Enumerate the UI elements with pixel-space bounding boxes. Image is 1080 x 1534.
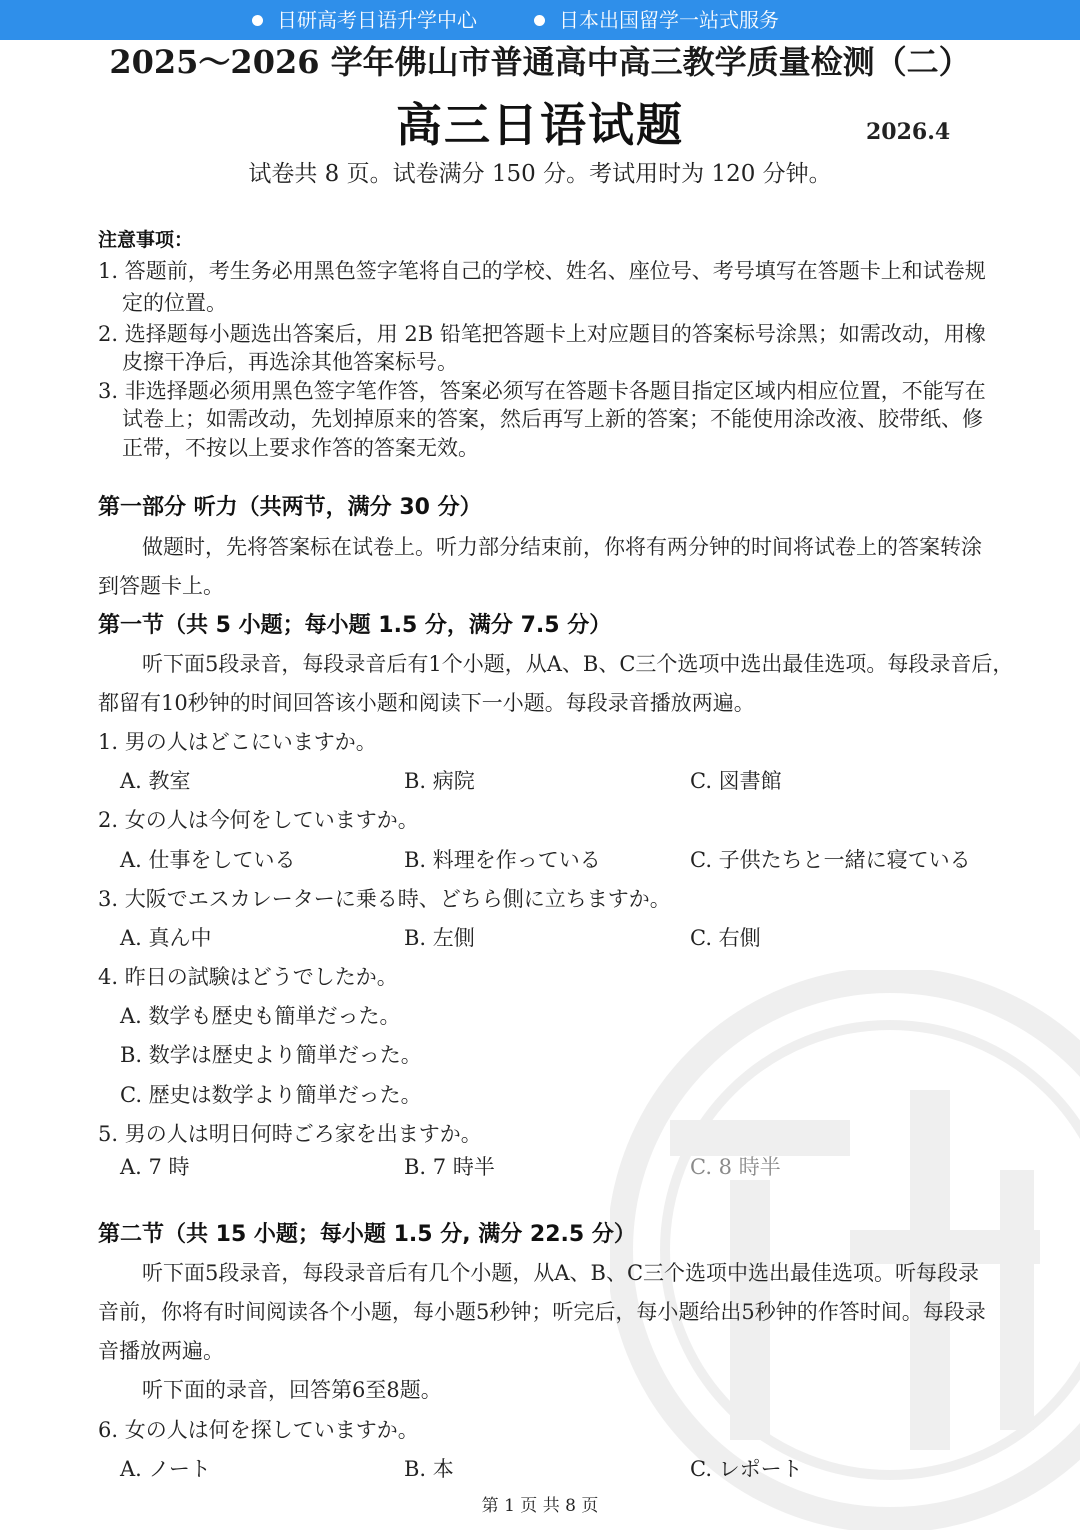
section2-intro-line-2: 音前，你将有时间阅读各个小题，每小题5秒钟；听完后，每小题给出5秒钟的作答时间。每段录	[98, 1300, 986, 1324]
question-6-stem: 6. 女の人は何を探していますか。	[98, 1418, 419, 1442]
part1-intro-line-1: 做题时，先将答案标在试卷上。听力部分结束前，你将有两分钟的时间将试卷上的答案转涂	[142, 535, 982, 559]
question-3-option-a: A. 真ん中	[120, 926, 212, 950]
question-2-stem: 2. 女の人は今何をしていますか。	[98, 808, 419, 832]
banner-text-2: 日本出国留学一站式服务	[559, 8, 779, 32]
section1-heading: 第一节（共 5 小题；每小题 1.5 分，满分 7.5 分）	[98, 613, 612, 638]
bullet-dot-icon	[252, 15, 263, 26]
exam-info: 试卷共 8 页。试卷满分 150 分。考试用时为 120 分钟。	[248, 161, 832, 187]
part1-heading: 第一部分 听力（共两节，满分 30 分）	[98, 495, 482, 520]
exam-date: 2026.4	[866, 119, 951, 145]
banner-item-2	[534, 0, 779, 40]
question-3-stem: 3. 大阪でエスカレーターに乗る時、どちら側に立ちますか。	[98, 887, 671, 911]
note-1-line-1: 1. 答题前，考生务必用黑色签字笔将自己的学校、姓名、座位号、考号填写在答题卡上和试卷规	[98, 259, 986, 283]
page-number: 第 1 页 共 8 页	[481, 1496, 599, 1516]
section1-intro-line-1: 听下面5段录音，每段录音后有1个小题，从A、B、C三个选项中选出最佳选项。每段录音后，	[142, 652, 1014, 676]
part1-intro-line-2: 到答题卡上。	[98, 574, 224, 598]
note-3-line-2: 试卷上；如需改动，先划掉原来的答案，然后再写上新的答案；不能使用涂改液、胶带纸、修	[122, 407, 983, 431]
question-4-option-c: C. 歴史は数学より簡単だった。	[120, 1083, 422, 1107]
section2-intro-line-1: 听下面5段录音，每段录音后有几个小题，从A、B、C三个选项中选出最佳选项。听每段录	[142, 1261, 980, 1285]
question-5-stem: 5. 男の人は明日何時ごろ家を出ますか。	[98, 1122, 482, 1146]
bullet-dot-icon	[534, 15, 545, 26]
question-2-option-c: C. 子供たちと一緒に寝ている	[690, 848, 971, 872]
banner-text-1: 日研高考日语升学中心	[277, 8, 477, 32]
section2-listen-note: 听下面的录音，回答第6至8题。	[142, 1378, 442, 1402]
question-2-option-b: B. 料理を作っている	[404, 848, 601, 872]
question-3-option-b: B. 左側	[404, 926, 475, 950]
question-4-option-a: A. 数学も歴史も簡単だった。	[120, 1004, 401, 1028]
question-4-option-b: B. 数学は歴史より簡単だった。	[120, 1043, 422, 1067]
question-6-option-c: C. レポート	[690, 1457, 803, 1481]
notes-heading: 注意事项：	[98, 229, 194, 251]
section2-intro-line-3: 音播放两遍。	[98, 1339, 224, 1363]
exam-title: 2025～2026 学年佛山市普通高中高三教学质量检测（二）	[109, 43, 971, 81]
question-4-stem: 4. 昨日の試験はどうでしたか。	[98, 965, 398, 989]
note-2-line-1: 2. 选择题每小题选出答案后，用 2B 铅笔把答题卡上对应题目的答案标号涂黑；如需改动，用橡	[98, 322, 986, 346]
section1-intro-line-2: 都留有10秒钟的时间回答该小题和阅读下一小题。每段录音播放两遍。	[98, 691, 755, 715]
top-banner	[0, 0, 1080, 40]
watermark-logo-icon	[610, 970, 1080, 1530]
question-2-option-a: A. 仕事をしている	[120, 848, 296, 872]
question-1-stem: 1. 男の人はどこにいますか。	[98, 730, 377, 754]
section2-heading: 第二节（共 15 小题；每小题 1.5 分, 满分 22.5 分）	[98, 1222, 636, 1247]
note-1-line-2: 定的位置。	[122, 291, 227, 315]
question-6-option-a: A. ノート	[120, 1457, 211, 1481]
question-6-option-b: B. 本	[404, 1457, 454, 1481]
note-3-line-3: 正带，不按以上要求作答的答案无效。	[122, 436, 479, 460]
question-1-option-b: B. 病院	[404, 769, 475, 793]
note-3-line-1: 3. 非选择题必须用黑色签字笔作答，答案必须写在答题卡各题目指定区域内相应位置，不能写在	[98, 379, 986, 403]
question-1-option-a: A. 教室	[120, 769, 191, 793]
note-2-line-2: 皮擦干净后，再选涂其他答案标号。	[122, 350, 458, 374]
banner-item-1	[252, 0, 477, 40]
question-1-option-c: C. 図書館	[690, 769, 782, 793]
question-5-option-b: B. 7 時半	[404, 1155, 495, 1179]
page-title: 高三日语试题	[396, 98, 684, 152]
question-5-option-c: C. 8 時半	[690, 1155, 781, 1179]
question-3-option-c: C. 右側	[690, 926, 761, 950]
question-5-option-a: A. 7 時	[120, 1155, 190, 1179]
